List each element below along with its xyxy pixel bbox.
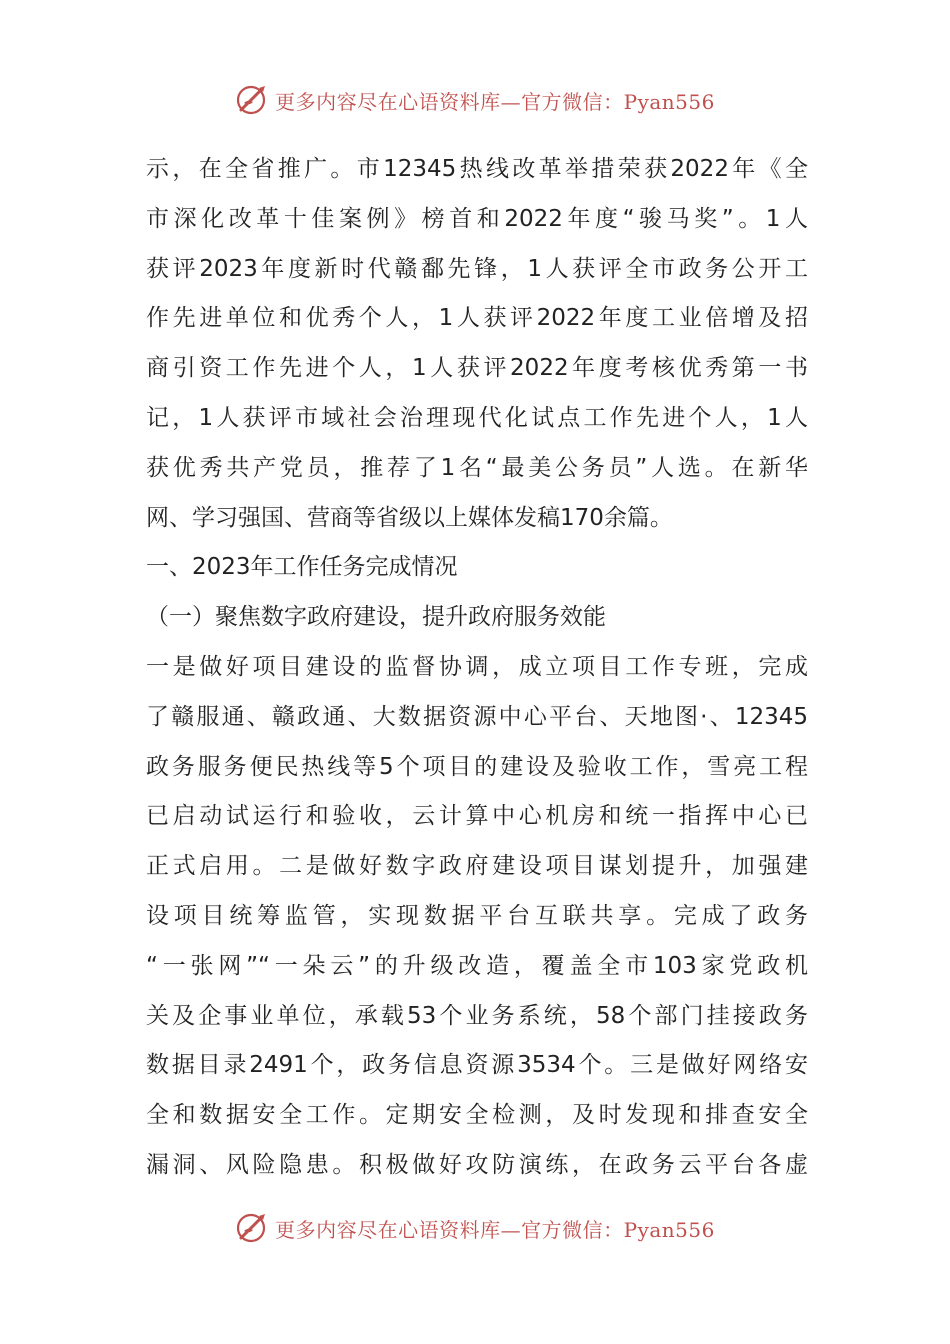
header-watermark-banner [0, 78, 950, 122]
paragraph-line: 示，在全省推广。市12345热线改革举措荣获2022年《全 [146, 156, 808, 182]
paragraph-line: 关及企事业单位，承载53个业务系统，58个部门挂接政务 [146, 1002, 808, 1029]
paragraph-line: 一是做好项目建设的监督协调，成立项目工作专班，完成 [146, 653, 808, 680]
banner-text: 更多内容尽在心语资料库—官方微信：Pyan556 [275, 89, 715, 114]
paragraph-line: 商引资工作先进个人，1人获评2022年度考核优秀第一书 [146, 355, 808, 382]
paragraph-line: 记，1人获评市域社会治理现代化试点工作先进个人，1人 [146, 404, 808, 431]
section-heading: 一、2023年工作任务完成情况 [146, 554, 458, 581]
paragraph-line: 获评2023年度新时代赣鄱先锋，1人获评全市政务公开工 [146, 255, 808, 282]
banner-text: 更多内容尽在心语资料库—官方微信：Pyan556 [275, 1217, 715, 1242]
paragraph-line: 政务服务便民热线等5个项目的建设及验收工作，雪亮工程 [146, 753, 808, 780]
paragraph-line: 漏洞、风险隐患。积极做好攻防演练，在政务云平台各虚 [146, 1151, 808, 1178]
paragraph-line: “一张网”“一朵云”的升级改造，覆盖全市103家党政机 [146, 952, 808, 979]
paragraph-line: 获优秀共产党员，推荐了1名“最美公务员”人选。在新华 [146, 454, 808, 481]
pen-logo-icon [235, 83, 269, 117]
footer-watermark-banner [0, 1206, 950, 1250]
subsection-heading: （一）聚焦数字政府建设，提升政府服务效能 [146, 604, 606, 631]
paragraph-line: 数据目录2491个，政务信息资源3534个。三是做好网络安 [146, 1052, 808, 1079]
pen-logo-icon [235, 1211, 269, 1245]
document-body [146, 145, 808, 1191]
paragraph-line: 市深化改革十佳案例》榜首和2022年度“骏马奖”。1人 [146, 205, 808, 232]
paragraph-line: 设项目统筹监管，实现数据平台互联共享。完成了政务 [146, 902, 808, 929]
paragraph-line: 网、学习强国、营商等省级以上媒体发稿170余篇。 [146, 504, 673, 531]
paragraph-line: 了赣服通、赣政通、大数据资源中心平台、天地图·、12345 [146, 703, 808, 730]
paragraph-line: 作先进单位和优秀个人，1人获评2022年度工业倍增及招 [146, 305, 808, 332]
paragraph-line: 正式启用。二是做好数字政府建设项目谋划提升，加强建 [146, 853, 808, 880]
paragraph-line: 已启动试运行和验收，云计算中心机房和统一指挥中心已 [146, 803, 808, 830]
paragraph-line: 全和数据安全工作。定期安全检测，及时发现和排查安全 [146, 1102, 808, 1129]
